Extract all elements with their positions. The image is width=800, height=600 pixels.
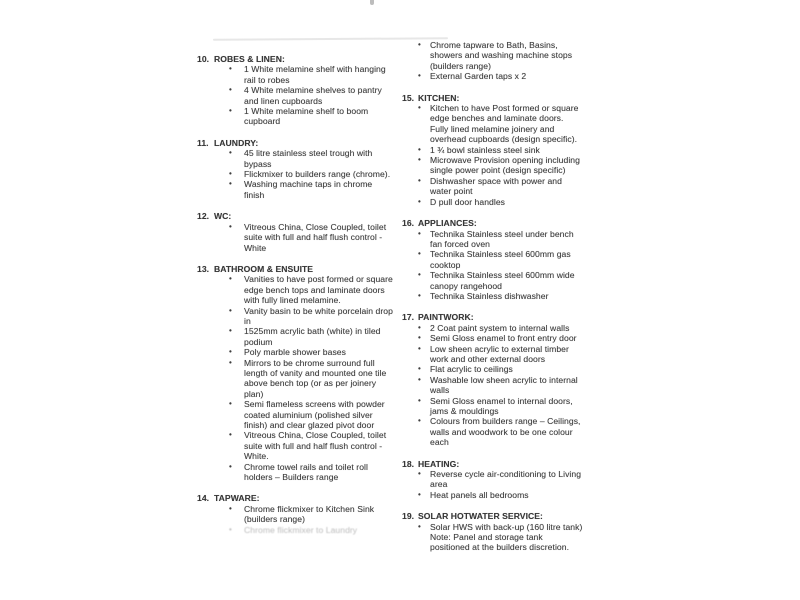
spec-item-text: Mirrors to be chrome surround full length of vanity and mounted one tile above bench top (or as per joinery plan): [244, 357, 387, 399]
spec-item-text: Semi Gloss enamel to front entry door: [430, 333, 577, 344]
spec-item-text: Technika Stainless steel under bench fan forced oven: [430, 228, 574, 249]
bullet-icon: •: [418, 290, 421, 300]
spec-list-item: [197, 85, 394, 106]
section-title: BATHROOM & ENSUITE: [214, 263, 314, 274]
bullet-icon: •: [418, 144, 421, 154]
spec-list-item: [402, 323, 583, 333]
spec-item-text: Washable low sheen acrylic to internal walls: [430, 374, 578, 396]
spec-list-item: [197, 64, 394, 85]
bullet-icon: •: [229, 85, 232, 95]
section-title: WC:: [214, 211, 232, 222]
spec-list-item: [402, 333, 583, 343]
bullet-icon: •: [418, 521, 421, 531]
bullet-icon: •: [229, 179, 232, 189]
section-heading: [402, 459, 583, 469]
section-number: 14.: [197, 493, 210, 504]
spec-item-text: Vanities to have post formed or square edge bench tops and laminate doors with fully lined melamine.: [244, 274, 393, 306]
spec-item-text: 1 ¾ bowl stainless steel sink: [430, 144, 540, 155]
section-title: LAUNDRY:: [214, 137, 259, 148]
spec-list-item: [402, 249, 583, 270]
spec-list-item: [402, 416, 583, 447]
bullet-icon: •: [229, 347, 232, 357]
bullet-icon: •: [229, 148, 232, 158]
spec-section: [197, 54, 394, 127]
spec-list-item: [197, 306, 394, 327]
spec-item-text: Heat panels all bedrooms: [430, 489, 529, 500]
bullet-icon: •: [418, 228, 421, 238]
spec-list-item: [402, 155, 583, 176]
section-title: KITCHEN:: [418, 92, 460, 103]
spec-list-item: [402, 344, 583, 365]
spec-item-text: Vitreous China, Close Coupled, toilet suite with full and half flush control - White: [244, 221, 387, 253]
spec-item-text: 1 White melamine shelf to boom cupboard: [244, 106, 369, 127]
spec-list-item: [197, 347, 394, 357]
spec-column-right: [402, 40, 583, 553]
spec-section: [197, 264, 394, 483]
spec-section: [402, 511, 583, 553]
bullet-icon: •: [418, 249, 421, 259]
bullet-icon: •: [418, 71, 421, 81]
section-heading: [197, 264, 394, 274]
spec-item-text: Poly marble shower bases: [244, 347, 346, 358]
spec-section: [402, 459, 583, 501]
section-heading: [197, 54, 394, 64]
section-number: 15.: [402, 92, 415, 103]
spec-list-item: [197, 169, 394, 179]
spec-item-text: D pull door handles: [430, 196, 505, 207]
spec-item-text: Flat acrylic to ceilings: [430, 364, 513, 375]
section-heading: [197, 211, 394, 221]
spec-item-text: Chrome tapware to Bath, Basins, showers and washing machine stops (builders range): [430, 40, 573, 71]
spec-list-item: [402, 40, 583, 71]
spec-list-item: [402, 229, 583, 250]
spec-section: [402, 312, 583, 447]
spec-list-item: [197, 462, 394, 483]
spec-item-text: Vanity basin to be white porcelain drop in: [244, 305, 393, 326]
bullet-icon: •: [418, 322, 421, 332]
section-heading: [402, 511, 583, 521]
section-heading: [402, 93, 583, 103]
bullet-icon: •: [418, 175, 421, 185]
bullet-icon: •: [229, 64, 232, 74]
section-number: 11.: [197, 137, 209, 148]
spec-item-text: Washing machine taps in chrome finish: [244, 179, 373, 200]
bullet-icon: •: [418, 333, 421, 343]
bullet-icon: •: [418, 489, 421, 499]
bullet-icon: •: [229, 503, 232, 513]
spec-list-item: [402, 364, 583, 374]
spec-item-text: 1525mm acrylic bath (white) in tiled podium: [244, 326, 381, 347]
bullet-icon: •: [418, 364, 421, 374]
section-number: 17.: [402, 312, 415, 323]
bullet-icon: •: [418, 343, 421, 353]
section-heading: [402, 312, 583, 322]
spec-column-left: [197, 54, 394, 535]
bullet-icon: •: [418, 196, 421, 206]
spec-list-item: [402, 375, 583, 396]
bullet-icon: •: [229, 326, 232, 336]
spec-list-item: [402, 103, 583, 145]
section-title: ROBES & LINEN:: [214, 54, 285, 64]
bullet-icon: •: [418, 103, 421, 113]
spec-list-item: [402, 522, 583, 553]
spec-section: [197, 211, 394, 253]
spec-item-text: Technika Stainless steel 600mm gas cooktop: [430, 249, 571, 270]
spec-item-text: Low sheen acrylic to external timber work and other external doors: [430, 343, 569, 364]
spec-item-text: Reverse cycle air-conditioning to Living area: [430, 469, 582, 490]
section-number: 16.: [402, 218, 415, 229]
spec-item-text: Vitreous China, Close Coupled, toilet suite with full and half flush control - White.: [244, 430, 387, 462]
section-heading: [197, 493, 394, 503]
spec-item-text: Flickmixer to builders range (chrome).: [244, 169, 391, 180]
section-number: 12.: [197, 211, 210, 222]
spec-list-item: [197, 399, 394, 430]
section-heading: [402, 218, 583, 228]
spec-item-text: External Garden taps x 2: [430, 71, 527, 82]
spec-list-item: [197, 326, 394, 347]
bullet-icon: •: [229, 357, 232, 367]
section-heading: [197, 138, 394, 148]
bullet-icon: •: [229, 274, 232, 284]
spec-item-text: 45 litre stainless steel trough with bypass: [244, 148, 373, 169]
spec-list-item: [402, 145, 583, 155]
spec-item-text: Dishwasher space with power and water point: [430, 175, 562, 197]
spec-item-text: Kitchen to have Post formed or square edge benches and laminate doors. Fully lined melamine joinery and overhead cupboards (design specific).: [430, 103, 579, 145]
bullet-icon: •: [229, 106, 232, 116]
spec-item-text: 4 White melamine shelves to pantry and linen cupboards: [244, 85, 382, 106]
spec-section: [197, 138, 394, 200]
section-title: HEATING:: [418, 458, 460, 469]
spec-list-item: [402, 469, 583, 490]
spec-item-text: Semi flameless screens with powder coated aluminium (polished silver finish) and clear glazed pivot door: [244, 399, 385, 430]
spec-item-text: Solar HWS with back-up (160 litre tank) Note: Panel and storage tank positioned at the builders discretion.: [430, 521, 583, 553]
bullet-icon: •: [418, 416, 421, 426]
bullet-icon: •: [229, 524, 232, 534]
spec-list-item: [197, 179, 394, 200]
spec-item-text: Colours from builders range – Ceilings, walls and woodwork to be one colour each: [430, 416, 581, 448]
spec-list-item: [402, 176, 583, 197]
spec-item-text: Chrome flickmixer to Laundry: [244, 524, 358, 535]
spec-list-item: [197, 106, 394, 127]
bullet-icon: •: [229, 221, 232, 231]
spec-list-item: [402, 291, 583, 301]
spec-item-text: Microwave Provision opening including single power point (design specific): [430, 155, 580, 176]
spec-list-item: [402, 197, 583, 207]
spec-list-item: [402, 71, 583, 81]
spec-list-item: [402, 270, 583, 291]
bullet-icon: •: [229, 430, 232, 440]
section-number: 10.: [197, 54, 210, 64]
spec-list-item: [402, 396, 583, 417]
spec-section: [402, 218, 583, 301]
spec-list-item: [197, 148, 394, 169]
spec-item-text: Chrome flickmixer to Kitchen Sink (builders range): [244, 503, 375, 525]
section-number: 18.: [402, 458, 415, 469]
spec-item-text: Chrome towel rails and toilet roll holders – Builders range: [244, 461, 368, 483]
bullet-icon: •: [418, 374, 421, 384]
section-title: SOLAR HOTWATER SERVICE:: [418, 511, 543, 522]
spec-item-text: 1 White melamine shelf with hanging rail to robes: [244, 64, 386, 85]
bullet-icon: •: [229, 169, 232, 179]
bullet-icon: •: [418, 40, 421, 49]
spec-list-item: [197, 358, 394, 400]
section-number: 13.: [197, 263, 210, 274]
section-number: 19.: [402, 511, 415, 522]
spec-list-item: [197, 430, 394, 461]
section-title: PAINTWORK:: [418, 312, 474, 323]
spec-list-item: [197, 525, 394, 535]
spec-item-text: Technika Stainless steel 600mm wide canopy rangehood: [430, 270, 575, 291]
bullet-icon: •: [418, 155, 421, 165]
spec-section: [402, 93, 583, 207]
bullet-icon: •: [418, 469, 421, 479]
spec-item-text: Semi Gloss enamel to internal doors, jams & mouldings: [430, 395, 573, 416]
bullet-icon: •: [229, 399, 232, 409]
bullet-icon: •: [229, 305, 232, 315]
bullet-icon: •: [418, 270, 421, 280]
spec-item-text: 2 Coat paint system to internal walls: [430, 322, 570, 333]
spec-section: [197, 493, 394, 535]
spec-list-item: [197, 222, 394, 253]
section-title: APPLIANCES:: [418, 218, 477, 229]
bullet-icon: •: [418, 395, 421, 405]
spec-list-item: [197, 274, 394, 305]
scan-artifact-mark: [370, 0, 374, 5]
bullet-icon: •: [229, 461, 232, 471]
spec-list-item: [402, 490, 583, 500]
spec-item-text: Technika Stainless dishwasher: [430, 290, 549, 301]
spec-list-item: [197, 504, 394, 525]
section-title: TAPWARE:: [214, 493, 260, 504]
